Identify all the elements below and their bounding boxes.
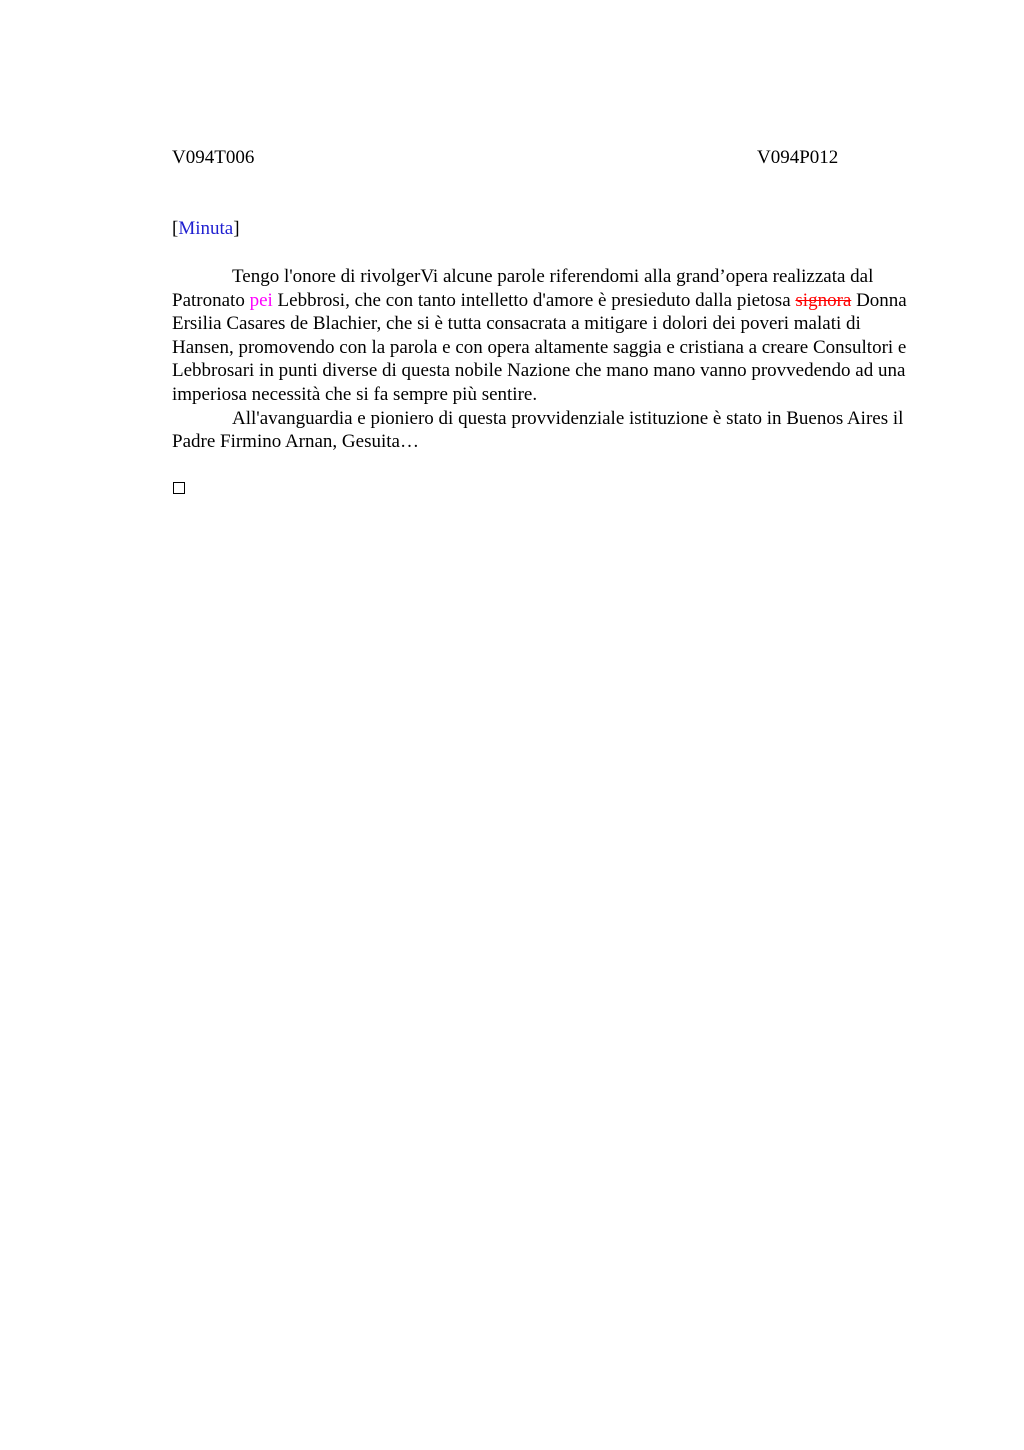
deleted-word: signora [795,289,852,311]
paragraph-1-part-1: Tengo l'onore di rivolgerVi alcune parole riferendomi alla grand’opera realizzata dal Patronato [172,266,874,311]
document-code-right: V094P012 [757,147,839,168]
minuta-bracket-close: ] [233,218,240,239]
paragraph-1-part-3: Donna Ersilia Casares de Blachier, che si è tutta consacrata a mitigare i dolori dei poveri malati di Hansen, promovendo con la parola e con opera altamente saggia e cristiana a creare Consultori e Lebbrosari in punti diverse di questa nobile Nazione che mano mano vanno provvedendo ad una imperiosa necessità che si fa sempre più sentire. [172,289,907,405]
paragraph-1 [172,265,914,407]
minuta-bracket-open: [ [172,218,179,239]
minuta-word: Minuta [178,218,234,239]
empty-square-icon [173,482,185,494]
minuta-label [172,217,240,241]
letter-body [172,265,914,454]
document-code-left: V094T006 [172,147,255,168]
paragraph-1-part-2: Lebbrosi, che con tanto intelletto d'amore è presieduto dalla pietosa [272,289,796,311]
paragraph-2: All'avanguardia e pioniero di questa provvidenziale istituzione è stato in Buenos Aires il Padre Firmino Arnan, Gesuita… [172,407,904,453]
inserted-word: pei [249,289,273,311]
